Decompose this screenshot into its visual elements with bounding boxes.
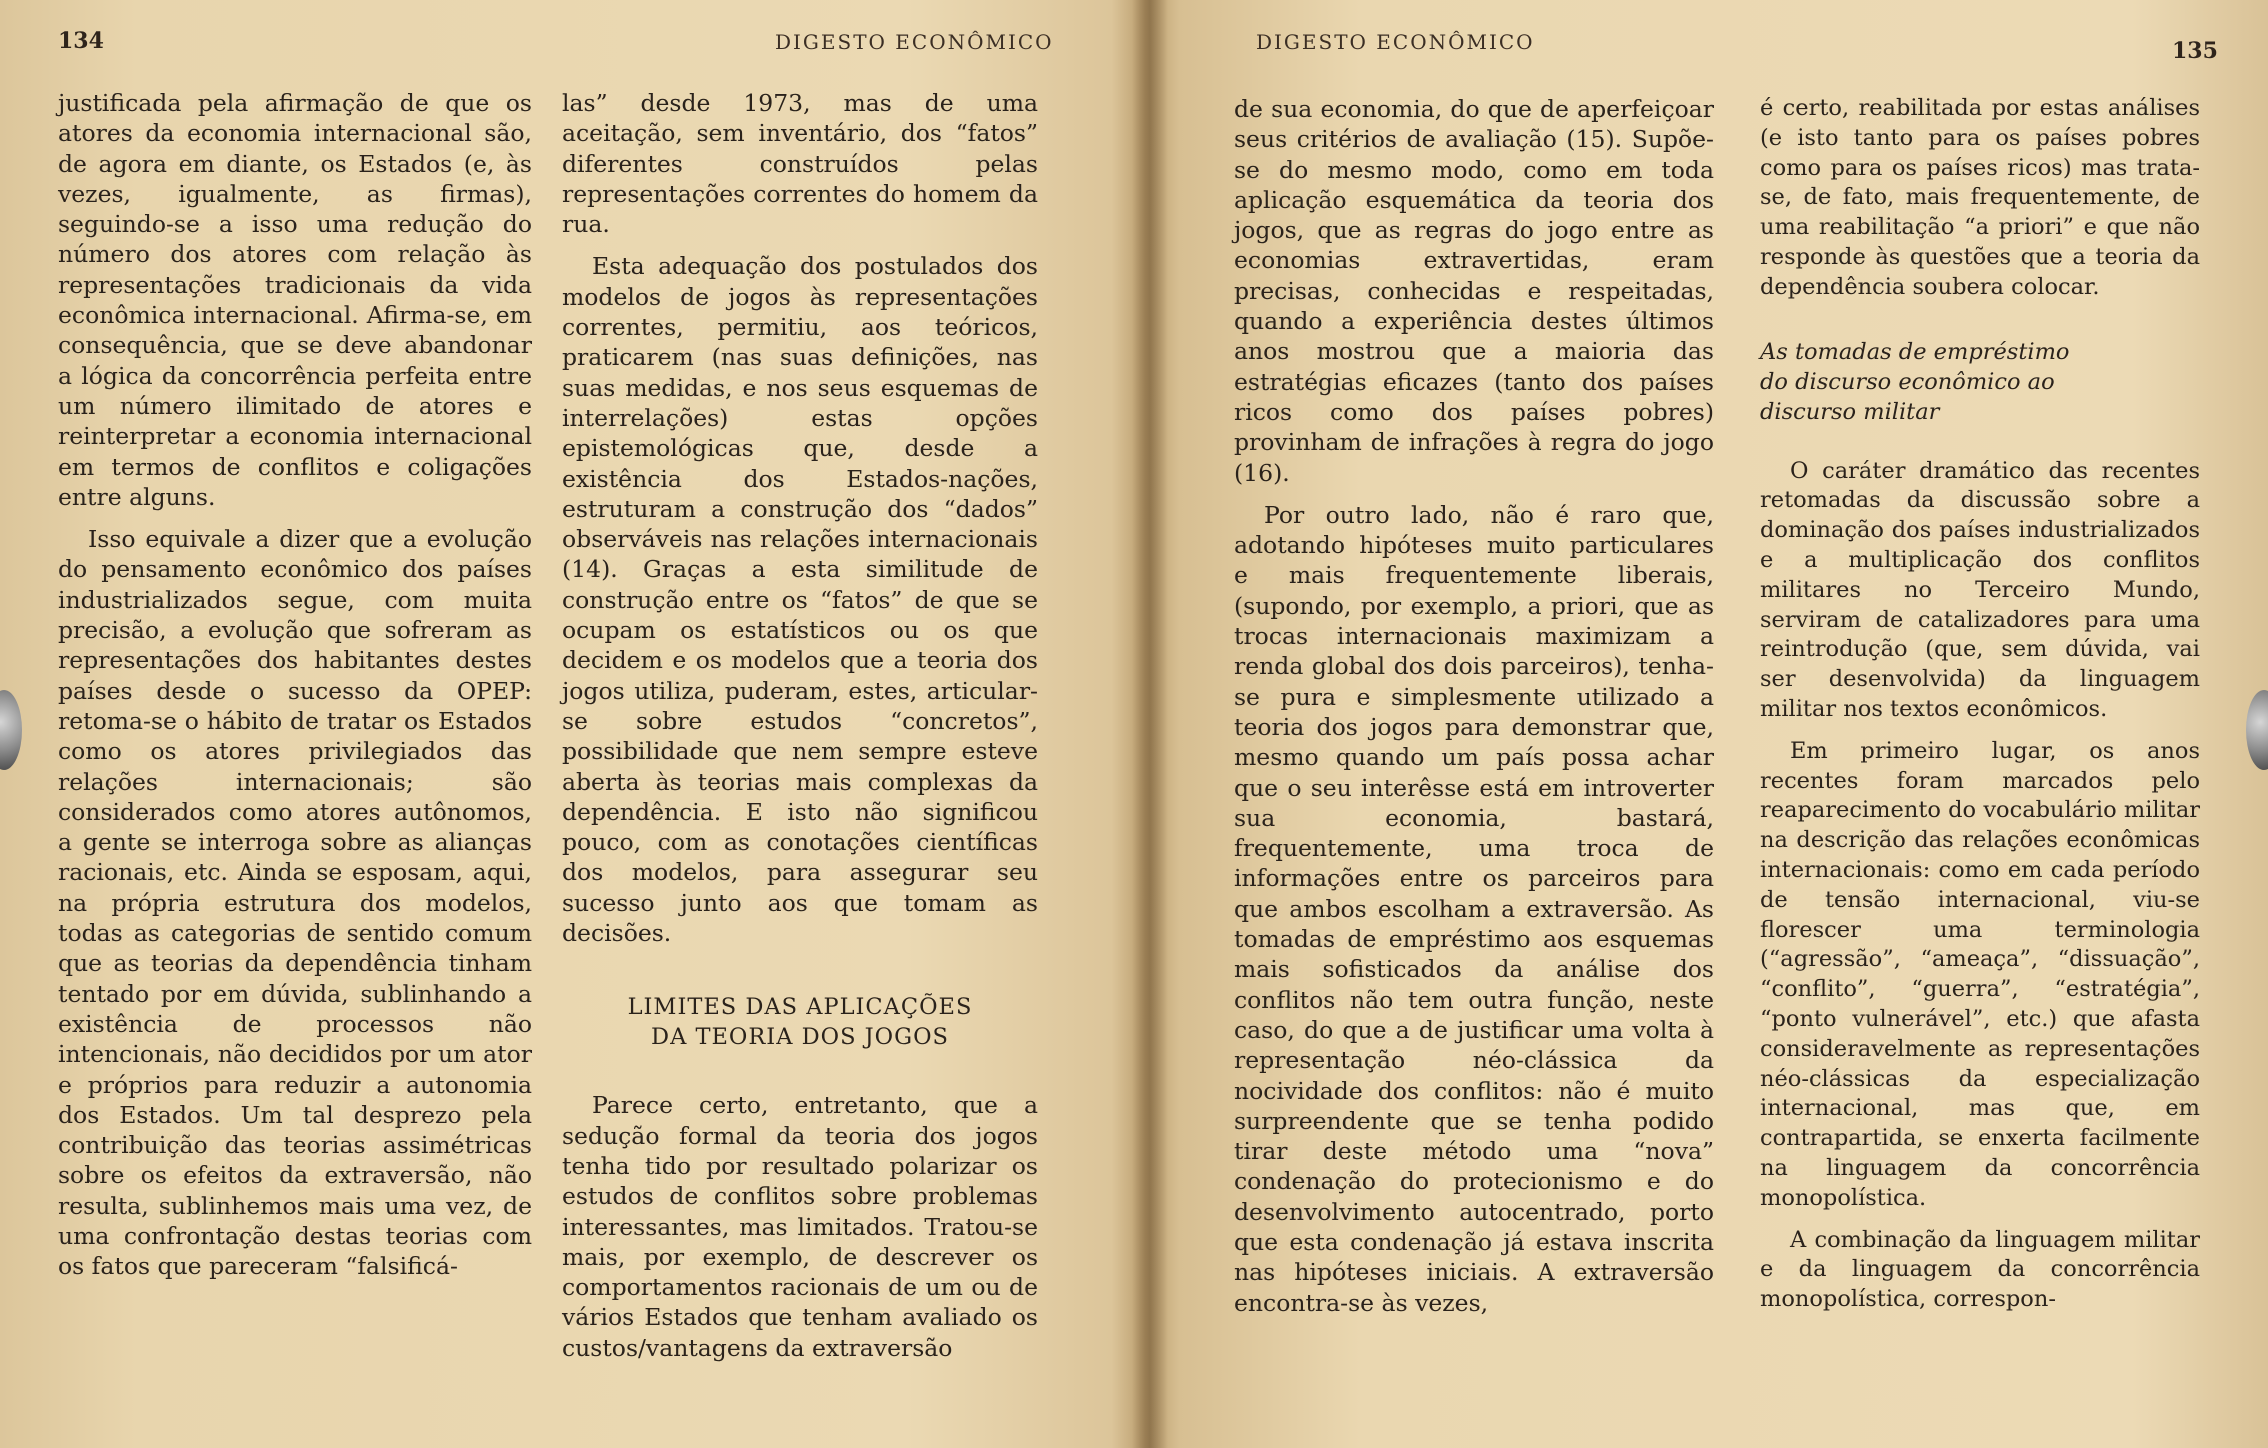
page-number-right: 135 xyxy=(2172,38,2218,64)
section-heading-line: LIMITES DAS APLICAÇÕES xyxy=(627,994,973,1021)
paragraph: é certo, reabilitada por estas análises (e isto tanto para os países pobres como para os países ricos) mas trata-se, de fato, mais frequentemente, de uma reabilitação “a priori” e que não responde às questões que a teoria da dependência soubera colocar. xyxy=(1760,95,2200,300)
paragraph: las” desde 1973, mas de uma aceitação, sem inventário, dos “fatos” diferentes construídos pelas representações correntes do homem da rua. xyxy=(562,89,1038,239)
paragraph: justificada pela afirmação de que os atores da economia internacional são, de agora em diante, os Estados (e, às vezes, igualmente, as firmas), seguindo-se a isso uma redução do número dos atores com relação às representações tradicionais da vida econômica internacional. Afirma-se, em consequência, que se deve abandonar a lógica da concorrência perfeita entre um número ilimitado de atores e reinterpretar a economia internacional em termos de conflitos e coligações entre alguns. xyxy=(58,89,532,511)
right-column-2 xyxy=(1760,94,2200,1327)
section-heading xyxy=(562,992,1038,1052)
paragraph: de sua economia, do que de aperfeiçoar seus critérios de avaliação (15). Supõe-se do mesmo modo, como em toda aplicação esquemática da teoria dos jogos, que as regras do jogo entre as economias extravertidas, eram precisas, conhecidas e respeitadas, quando a experiência destes últimos anos mostrou que a maioria das estratégias eficazes (tanto dos países ricos como dos países pobres) provinham de infrações à regra do jogo (16). xyxy=(1234,95,1714,487)
running-head-left: DIGESTO ECONÔMICO xyxy=(775,30,1054,54)
paragraph: Em primeiro lugar, os anos recentes foram marcados pelo reaparecimento do vocabulário militar na descrição das relações econômicas internacionais: como em cada período de tensão internacional, viu-se florescer uma terminologia (“agressão”, “ameaça”, “dissuação”, “conflito”, “guerra”, “estratégia”, “ponto vulnerável”, etc.) que afasta consideravelmente as representações néo-clássicas da especialização internacional, mas que, em contrapartida, se enxerta facilmente na linguagem da concorrência monopolística. xyxy=(1760,737,2200,1211)
running-head-right: DIGESTO ECONÔMICO xyxy=(1256,30,1535,54)
left-column-1 xyxy=(58,88,532,1294)
subhead-line: discurso militar xyxy=(1760,398,1940,425)
paragraph: Por outro lado, não é raro que, adotando hipóteses muito particulares e mais frequentemente liberais, (supondo, por exemplo, a priori, que as trocas internacionais maximizam a renda global dos dois parceiros), tenha-se pura e simplesmente utilizado a teoria dos jogos para demonstrar que, mesmo quando um país possa achar que o seu interêsse está em introverter sua economia, bastará, frequentemente, uma troca de informações entre os parceiros para que ambos escolham a extraversão. As tomadas de empréstimo aos esquemas mais sofisticados da análise dos conflitos não tem outra função, neste caso, do que a de justificar uma volta à representação néo-clássica da nocividade dos conflitos: não é muito surpreendente que se tenha podido tirar deste método uma “nova” condenação do protecionismo e do desenvolvimento autocentrado, porto que esta condenação já estava inscrita nas hipóteses iniciais. A extraversão encontra-se às vezes, xyxy=(1234,500,1714,1317)
right-page xyxy=(1150,0,2268,1448)
italic-subhead xyxy=(1760,337,2200,427)
paragraph: A combinação da linguagem militar e da linguagem da concorrência monopolística, correspon- xyxy=(1760,1226,2200,1313)
subhead-line: As tomadas de empréstimo xyxy=(1760,338,2070,365)
left-column-2 xyxy=(562,88,1038,1375)
paragraph: Parece certo, entretanto, que a sedução formal da teoria dos jogos tenha tido por resultado polarizar os estudos de conflitos sobre problemas interessantes, mas limitados. Tratou-se mais, por exemplo, de descrever os comportamentos racionais de um ou de vários Estados que tenham avaliado os custos/vantagens da extraversão xyxy=(562,1091,1038,1362)
paragraph: O caráter dramático das recentes retomadas da discussão sobre a dominação dos países industrializados e a multiplicação dos conflitos militares no Terceiro Mundo, serviram de catalizadores para uma reintrodução (que, sem dúvida, vai ser desenvolvida) da linguagem militar nos textos econômicos. xyxy=(1760,457,2200,722)
paragraph: Esta adequação dos postulados dos modelos de jogos às representações correntes, permitiu, aos teóricos, praticarem (nas suas definições, nas suas medidas, e nos seus esquemas de interrelações) estas opções epistemológicas que, desde a existência dos Estados-nações, estruturam a construção dos “dados” observáveis nas relações internacionais (14). Graças a esta similitude de construção entre os “fatos” de que se ocupam os estatísticos ou os que decidem e os modelos que a teoria dos jogos utiliza, puderam, estes, articular-se sobre estudos “concretos”, possibilidade que nem sempre esteve aberta às teorias mais complexas da dependência. E isto não significou pouco, com as conotações científicas dos modelos, para assegurar seu sucesso junto aos que tomam as decisões. xyxy=(562,252,1038,948)
paragraph: Isso equivale a dizer que a evolução do pensamento econômico dos países industrializados segue, com muita precisão, a evolução que sofreram as representações dos habitantes destes países desde o sucesso da OPEP: retoma-se o hábito de tratar os Estados como os atores privilegiados das relações internacionais; são considerados como atores autônomos, a gente se interroga sobre as alianças racionais, etc. Ainda se esposam, aqui, na própria estrutura dos modelos, todas as categorias de sentido comum que as teorias da dependência tinham tentado por em dúvida, sublinhando a existência de processos não intencionais, não decididos por um ator e próprios para reduzir a autonomia dos Estados. Um tal desprezo pela contribuição das teorias assimétricas sobre os efeitos da extraversão, não resulta, sublinhemos mais uma vez, de uma confrontação destas teorias com os fatos que pareceram “falsificá- xyxy=(58,525,532,1281)
subhead-line: do discurso econômico ao xyxy=(1760,368,2055,395)
right-column-1 xyxy=(1234,94,1714,1330)
section-heading-line: DA TEORIA DOS JOGOS xyxy=(651,1024,949,1051)
page-number-left: 134 xyxy=(58,28,104,54)
